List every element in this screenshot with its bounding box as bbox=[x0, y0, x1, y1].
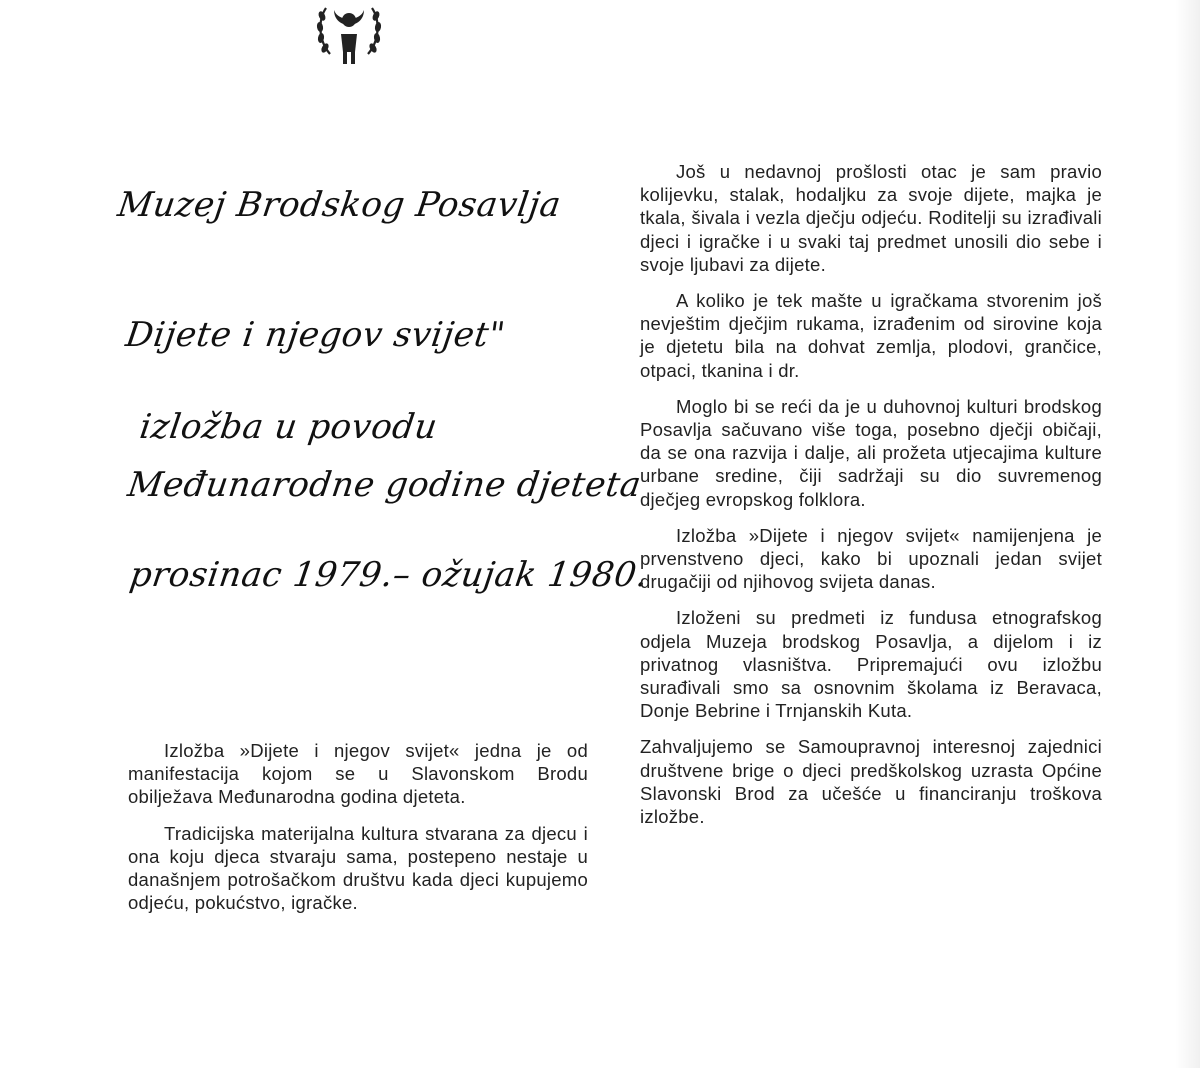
handwritten-exhibition-title: Dijete i njegov svijet" bbox=[123, 315, 508, 355]
right-paragraph: Zahvaljujemo se Samoupravnoj interesnoj zajednici društvene brige o djeci predškolskog uzrasta Općine Slavonski Brod za učešće u financiranju troškova izložbe. bbox=[640, 736, 1102, 828]
right-paragraph: A koliko je tek mašte u igračkama stvorenim još nevještim dječjim rukama, izrađenim od sirovine koja je djetetu bila na dohvat zemlja, plodovi, grančice, otpaci, tkanina i dr. bbox=[640, 290, 1102, 381]
left-text-column bbox=[128, 739, 588, 927]
year-of-the-child-emblem-icon bbox=[308, 0, 390, 68]
right-paragraph: Još u nedavnoj prošlosti otac je sam pravio kolijevku, stalak, hodaljku za svoje dijete, majka je tkala, šivala i vezla dječju odjeću. Roditelji su izrađivali djeci i igračke i u svaki taj predmet unosili dio sebe i svoje ljubavi za dijete. bbox=[640, 161, 1102, 275]
left-paragraph: Izložba »Dijete i njegov svijet« jedna je od manifestacija kojom se u Slavonskom Brodu obilježava Međunarodna godina djeteta. bbox=[128, 740, 588, 808]
handwritten-museum-name: Muzej Brodskog Posavlja bbox=[115, 185, 564, 225]
handwritten-exhibition-subtitle: izložba u povodu bbox=[137, 407, 440, 447]
right-paragraph: Moglo bi se reći da je u duhovnoj kulturi brodskog Posavlja sačuvano više toga, posebno dječji običaji, da se ona razvija i dalje, ali prožeta utjecajima kulture urbane sredine, čiji sadržaji su dio suvremenog dječjeg evropskog folklora. bbox=[640, 395, 1102, 510]
right-paragraph: Izloženi su predmeti iz fundusa etnografskog odjela Muzeja brodskog Posavlja, a dijelom i iz privatnog vlasništva. Pripremajući ovu izložbu surađivali smo sa osnovnim školama iz Beravaca, Donje Bebrine i Trnjanskih Kuta. bbox=[640, 607, 1102, 722]
handwritten-dates: prosinac 1979.– ožujak 1980. bbox=[127, 555, 651, 595]
page-spine-shadow bbox=[1175, 0, 1200, 1068]
right-text-column bbox=[640, 160, 1102, 841]
right-paragraph: Izložba »Dijete i njegov svijet« namijenjena je prvenstveno djeci, kako bi upoznali jedan svijet drugačiji od njihovog svijeta danas. bbox=[640, 524, 1102, 593]
handwritten-occasion: Međunarodne godine djeteta bbox=[125, 465, 644, 505]
left-paragraph: Tradicijska materijalna kultura stvarana za djecu i ona koju djeca stvaraju sama, postepeno nestaje u današnjem potrošačkom društvu kada djeci kupujemo odjeću, pokućstvo, igračke. bbox=[128, 822, 588, 914]
